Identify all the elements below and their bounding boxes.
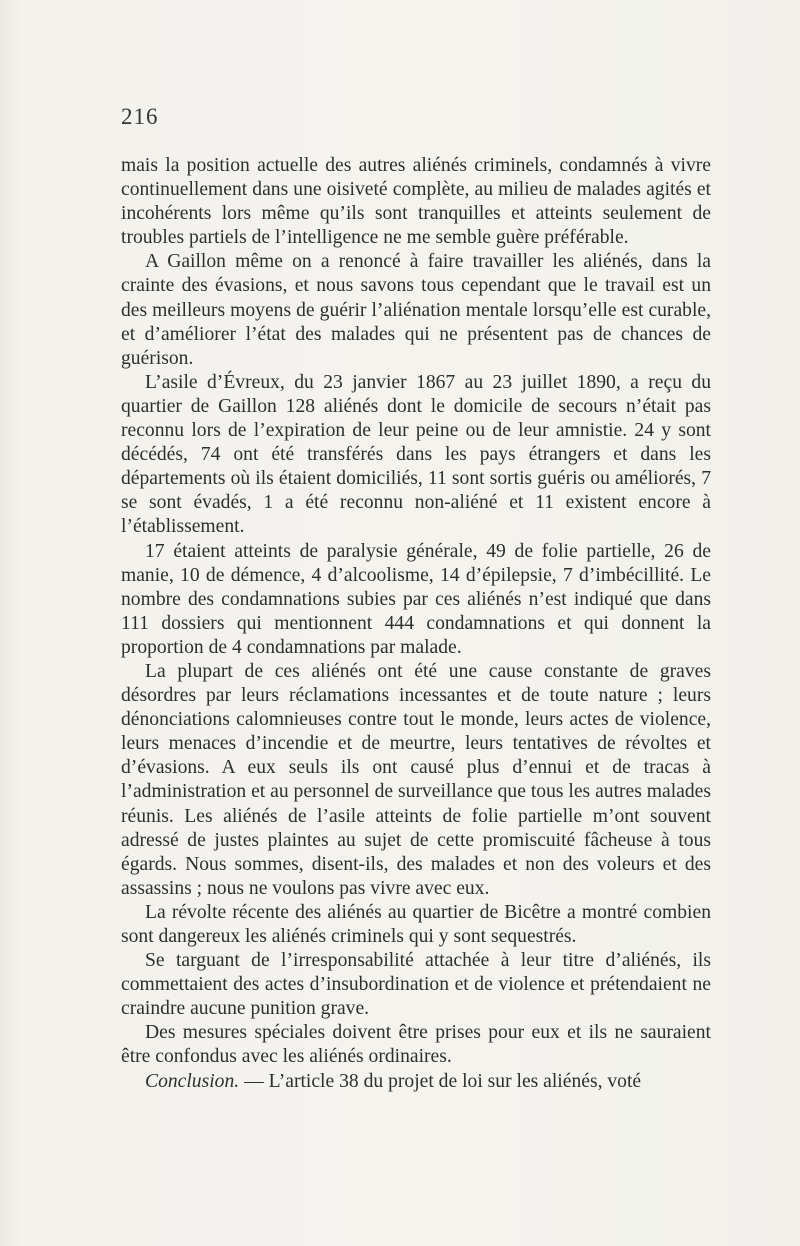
- paragraph: Se targuant de l’irresponsabilité attachée à leur titre d’aliénés, ils commettaient des actes d’insubordination et de violence et prétendaient ne craindre aucune punition grave.: [121, 950, 711, 1020]
- paragraph: Des mesures spéciales doivent être prises pour eux et ils ne sauraient être confondus avec les aliénés ordinaires.: [121, 1022, 711, 1068]
- paragraph: La révolte récente des aliénés au quartier de Bicêtre a montré combien sont dangereux les aliénés criminels qui y sont sequestrés.: [121, 901, 711, 947]
- conclusion-text: — L’article 38 du projet de loi sur les aliénés, voté: [239, 1070, 642, 1092]
- paragraph: A Gaillon même on a renoncé à faire travailler les aliénés, dans la crainte des évasions, et nous savons tous cependant que le travail est un des meilleurs moyens de guérir l’aliénation mentale lorsqu’elle est curable, et d’améliorer l’état des malades qui ne présentent pas de chances de guérison.: [121, 251, 711, 369]
- paragraph: L’asile d’Évreux, du 23 janvier 1867 au 23 juillet 1890, a reçu du quartier de Gaillon 128 aliénés dont le domicile de secours n’était pas reconnu lors de l’expiration de leur peine ou de leur amnistie. 24 y sont décédés, 74 ont été transférés dans les pays étrangers et dans les départements où ils étaient domiciliés, 11 sont sortis guéris ou améliorés, 7 se sont évadés, 1 a été reconnu non-aliéné et 11 existent encore à l’établissement.: [121, 371, 711, 538]
- paragraph: mais la position actuelle des autres aliénés criminels, condamnés à vivre continuellement dans une oisiveté complète, au milieu de malades agités et incohérents lors même qu’ils sont tranquilles et atteints seulement de troubles partiels de l’intelligence ne me semble guère préférable.: [121, 155, 711, 249]
- paragraph: La plupart de ces aliénés ont été une cause constante de graves désordres par leurs réclamations incessantes et de toute nature ; leurs dénonciations calomnieuses contre tout le monde, leurs actes de violence, leurs menaces d’incendie et de meurtre, leurs tentatives de révoltes et d’évasions. A eux seuls ils ont causé plus d’ennui et de tracas à l’administration et au personnel de surveillance que tous les autres malades réunis. Les aliénés de l’asile atteints de folie partielle m’ont souvent adressé de justes plaintes au sujet de cette promiscuité fâcheuse à tous égards. Nous sommes, disent-ils, des malades et non des voleurs et des assassins ; nous ne voulons pas vivre avec eux.: [121, 660, 711, 899]
- conclusion-heading: Conclusion.: [145, 1070, 240, 1092]
- conclusion-paragraph: [121, 1070, 711, 1094]
- paragraph: 17 étaient atteints de paralysie générale, 49 de folie partielle, 26 de manie, 10 de démence, 4 d’alcoolisme, 14 d’épilepsie, 7 d’imbécillité. Le nombre des condamnations subies par ces aliénés n’est indiqué que dans 111 dossiers qui mentionnent 444 condamnations et qui donnent la proportion de 4 condamnations par malade.: [121, 540, 711, 658]
- page-number: 216: [121, 104, 159, 129]
- body-text: [121, 154, 711, 1094]
